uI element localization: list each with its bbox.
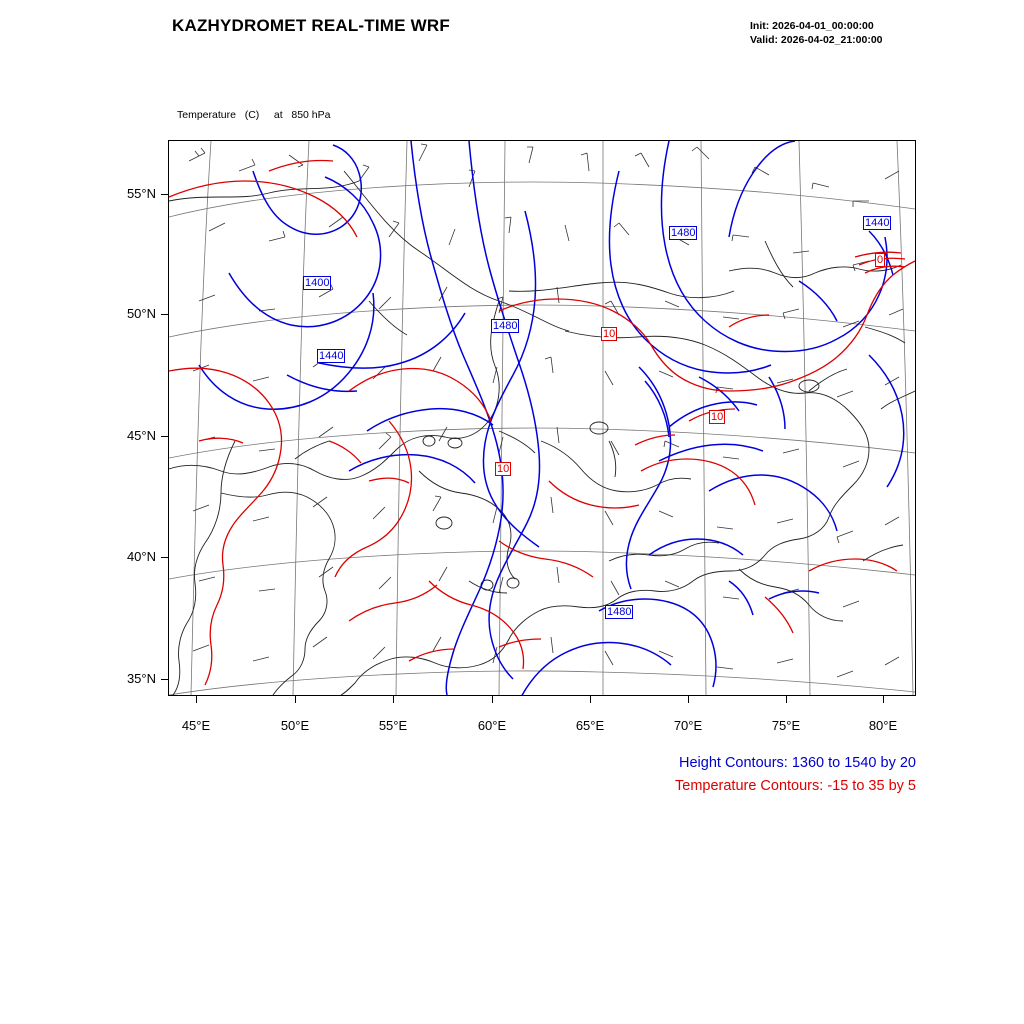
forecast-time-block (750, 19, 883, 47)
xtick-label-0: 45°E (181, 718, 211, 733)
field-temperature: Temperature (C) at 850 hPa (177, 109, 331, 121)
xtick-label-2: 55°E (378, 718, 408, 733)
xtick-label-1: 50°E (280, 718, 310, 733)
ytick-mark-2 (161, 436, 168, 437)
contour-label-height-1480-north: 1480 (671, 227, 696, 239)
temperature-contours (169, 160, 915, 685)
contour-label-temp-10-north: 10 (603, 328, 616, 340)
xtick-mark-6 (786, 696, 787, 703)
legend-temperature-contours: Temperature Contours: -15 to 35 by 5 (675, 778, 916, 794)
ytick-label-4: 35°N (126, 671, 156, 686)
xtick-mark-3 (492, 696, 493, 703)
xtick-mark-4 (590, 696, 591, 703)
ytick-label-3: 40°N (126, 549, 156, 564)
xtick-mark-5 (688, 696, 689, 703)
contour-label-height-1440-east: 1440 (865, 217, 890, 229)
contour-legend (675, 752, 916, 798)
xtick-label-3: 60°E (477, 718, 507, 733)
xtick-mark-7 (883, 696, 884, 703)
ytick-mark-3 (161, 557, 168, 558)
ytick-label-1: 50°N (126, 306, 156, 321)
height-contours (199, 141, 904, 695)
contour-label-height-1440-west: 1440 (319, 350, 344, 362)
valid-time: Valid: 2026-04-02_21:00:00 (750, 34, 883, 46)
page-title: KAZHYDROMET REAL-TIME WRF (172, 16, 450, 35)
xtick-label-5: 70°E (673, 718, 703, 733)
ytick-mark-0 (161, 194, 168, 195)
xtick-mark-1 (295, 696, 296, 703)
contour-label-height-1480-south: 1480 (607, 606, 632, 618)
wind-barbs (189, 144, 903, 677)
map-graphic (169, 141, 915, 695)
ytick-mark-4 (161, 679, 168, 680)
xtick-mark-2 (393, 696, 394, 703)
contour-label-height-1480-central: 1480 (493, 320, 518, 332)
xtick-mark-0 (196, 696, 197, 703)
contour-label-temp-0: 0 (877, 254, 884, 266)
xtick-label-6: 75°E (771, 718, 801, 733)
xtick-label-4: 65°E (575, 718, 605, 733)
graticule-longitudes (191, 141, 913, 695)
contour-label-temp-10-central: 10 (497, 463, 510, 475)
legend-height-contours: Height Contours: 1360 to 1540 by 20 (679, 755, 916, 771)
ytick-mark-1 (161, 314, 168, 315)
contour-label-temp-10-east: 10 (711, 411, 724, 423)
contour-label-height-1400: 1400 (305, 277, 330, 289)
ytick-label-0: 55°N (126, 186, 156, 201)
init-time: Init: 2026-04-01_00:00:00 (750, 20, 874, 32)
ytick-label-2: 45°N (126, 428, 156, 443)
inland-water-bodies (423, 380, 819, 590)
map-plot-area (168, 140, 916, 696)
xtick-label-7: 80°E (868, 718, 898, 733)
